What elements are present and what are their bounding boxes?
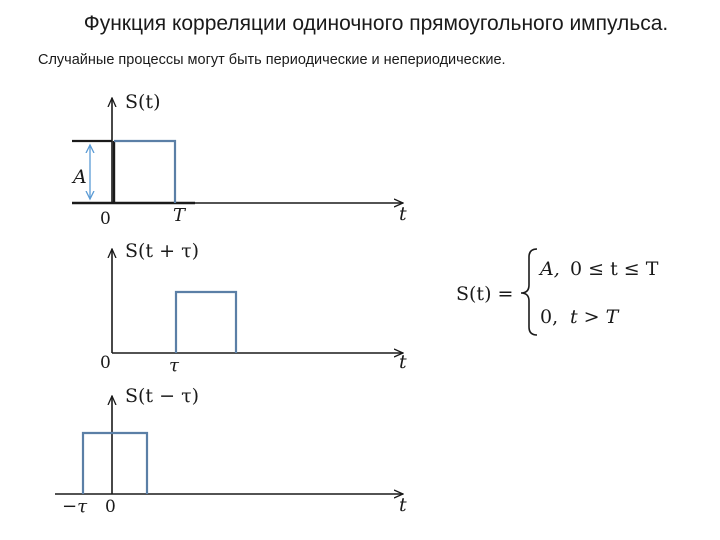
slide-subtitle: Случайные процессы могут быть периодические и непериодические. — [38, 52, 506, 68]
plot-s-t — [71, 91, 407, 229]
plot3-y-label: S(t − τ) — [125, 385, 199, 407]
plot2-pulse-start-label: τ — [169, 355, 179, 376]
formula-case1-value: A, — [540, 258, 560, 280]
plot1-x-label: t — [399, 203, 407, 225]
plot3-pulse — [83, 433, 147, 494]
formula-brace — [521, 249, 537, 335]
plot3-x-label: t — [399, 494, 407, 516]
plot1-y-label: S(t) — [125, 91, 161, 113]
piecewise-formula — [456, 249, 659, 335]
slide-title: Функция корреляции одиночного прямоугольного импульса. — [83, 12, 669, 35]
plot2-origin-label: 0 — [100, 353, 111, 373]
plot1-amplitude-label: A — [73, 166, 87, 188]
plot3-neg-tau-label: −τ — [62, 496, 88, 517]
formula-case2-condition: t > T — [570, 306, 619, 328]
formula-case2-value: 0, — [540, 306, 559, 328]
plot1-origin-label: 0 — [100, 209, 111, 229]
plot-s-t-plus-tau — [100, 240, 407, 376]
plot2-pulse — [176, 292, 236, 353]
formula-lhs: S(t) = — [456, 283, 514, 305]
plot-s-t-minus-tau — [55, 385, 407, 517]
plot1-pulse-end-label: T — [173, 205, 186, 226]
plot2-x-label: t — [399, 351, 407, 373]
plot1-pulse — [114, 141, 175, 203]
plot2-y-label: S(t + τ) — [125, 240, 199, 262]
formula-case1-condition: 0 ≤ t ≤ T — [570, 258, 659, 280]
plot3-origin-label: 0 — [105, 497, 116, 517]
